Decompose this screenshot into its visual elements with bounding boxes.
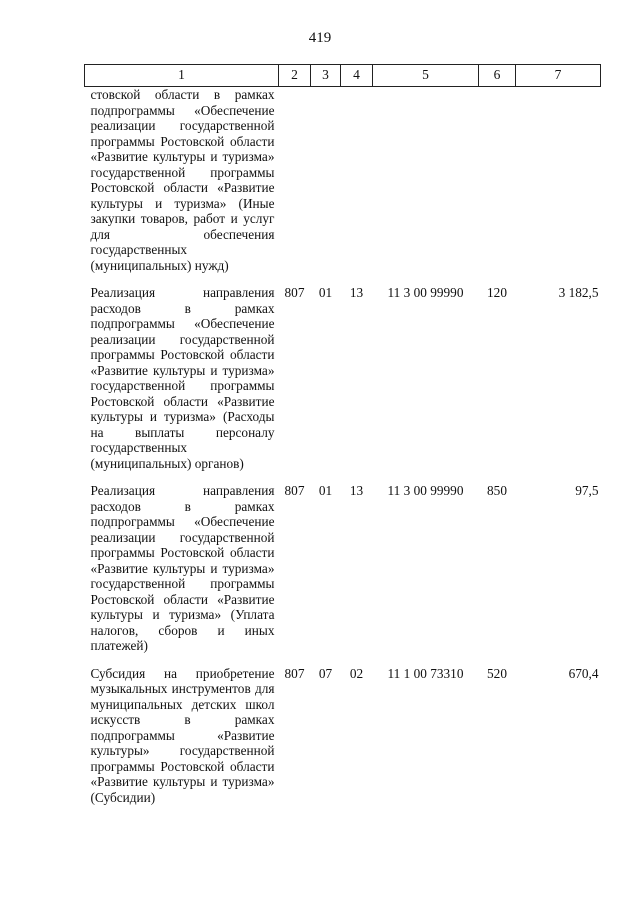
column-header-6: 6 [479,65,516,87]
table-row [85,87,601,274]
cell-target-article [373,87,479,274]
cell-target-article: 11 1 00 73310 [387,665,464,681]
cell-ministry-code [279,87,311,274]
column-header-4: 4 [341,65,373,87]
column-header-1: 1 [85,65,279,87]
cell-target-article: 11 3 00 99990 [387,483,464,498]
cell-subsection [341,87,373,274]
table-row [85,483,601,654]
column-header-3: 3 [311,65,341,87]
page-number: 419 [308,30,332,46]
cell-amount: 97,5 [575,483,599,498]
table-row [85,666,601,806]
cell-expense-type: 120 [487,285,507,300]
cell-ministry-code: 807 [284,483,305,498]
cell-section: 01 [318,285,333,300]
cell-amount: 3 182,5 [558,285,599,300]
row-description: стовской области в рамках подпрограммы «Обеспечение реализации государственной программы Ростовской области «Развитие культуры и туризма» государственной программы Ростовской области «Развитие культуры и туризма» (Иные закупки товаров, работ и услуг для обеспечения государственных (муниципальных) нужд) [90,87,275,273]
table-header-row [85,65,601,87]
cell-target-article: 11 3 00 99990 [387,285,464,300]
cell-ministry-code: 807 [284,665,305,681]
row-description: Субсидия на приобретение музыкальных инструментов для муниципальных детских школ искусств в рамках подпрограммы «Развитие культуры» государственной программы Ростовской области «Развитие культуры и туризма» (Субсидии) [90,665,275,805]
cell-subsection: 13 [349,483,364,498]
column-header-5: 5 [373,65,479,87]
cell-amount [516,87,601,274]
cell-subsection: 02 [349,665,364,681]
table-row [85,285,601,471]
cell-section: 07 [318,665,333,681]
cell-ministry-code: 807 [284,285,305,300]
cell-amount: 670,4 [568,665,599,681]
row-description: Реализация направления расходов в рамках подпрограммы «Обеспечение реализации государственной программы Ростовской области «Развитие культуры и туризма» государственной программы Ростовской области «Развитие культуры и туризма» (Уплата налогов, сборов и иных платежей) [90,483,275,653]
row-description: Реализация направления расходов в рамках подпрограммы «Обеспечение реализации государственной программы Ростовской области «Развитие культуры и туризма» государственной программы Ростовской области «Развитие культуры и туризма» (Расходы на выплаты персоналу государственных (муниципальных) органов) [90,285,275,471]
cell-section [311,87,341,274]
cell-expense-type: 850 [487,483,507,498]
cell-expense-type [479,87,516,274]
cell-subsection: 13 [349,285,364,300]
column-header-2: 2 [279,65,311,87]
cell-expense-type: 520 [487,665,507,681]
budget-table [84,64,601,805]
cell-section: 01 [318,483,333,498]
column-header-7: 7 [516,65,601,87]
